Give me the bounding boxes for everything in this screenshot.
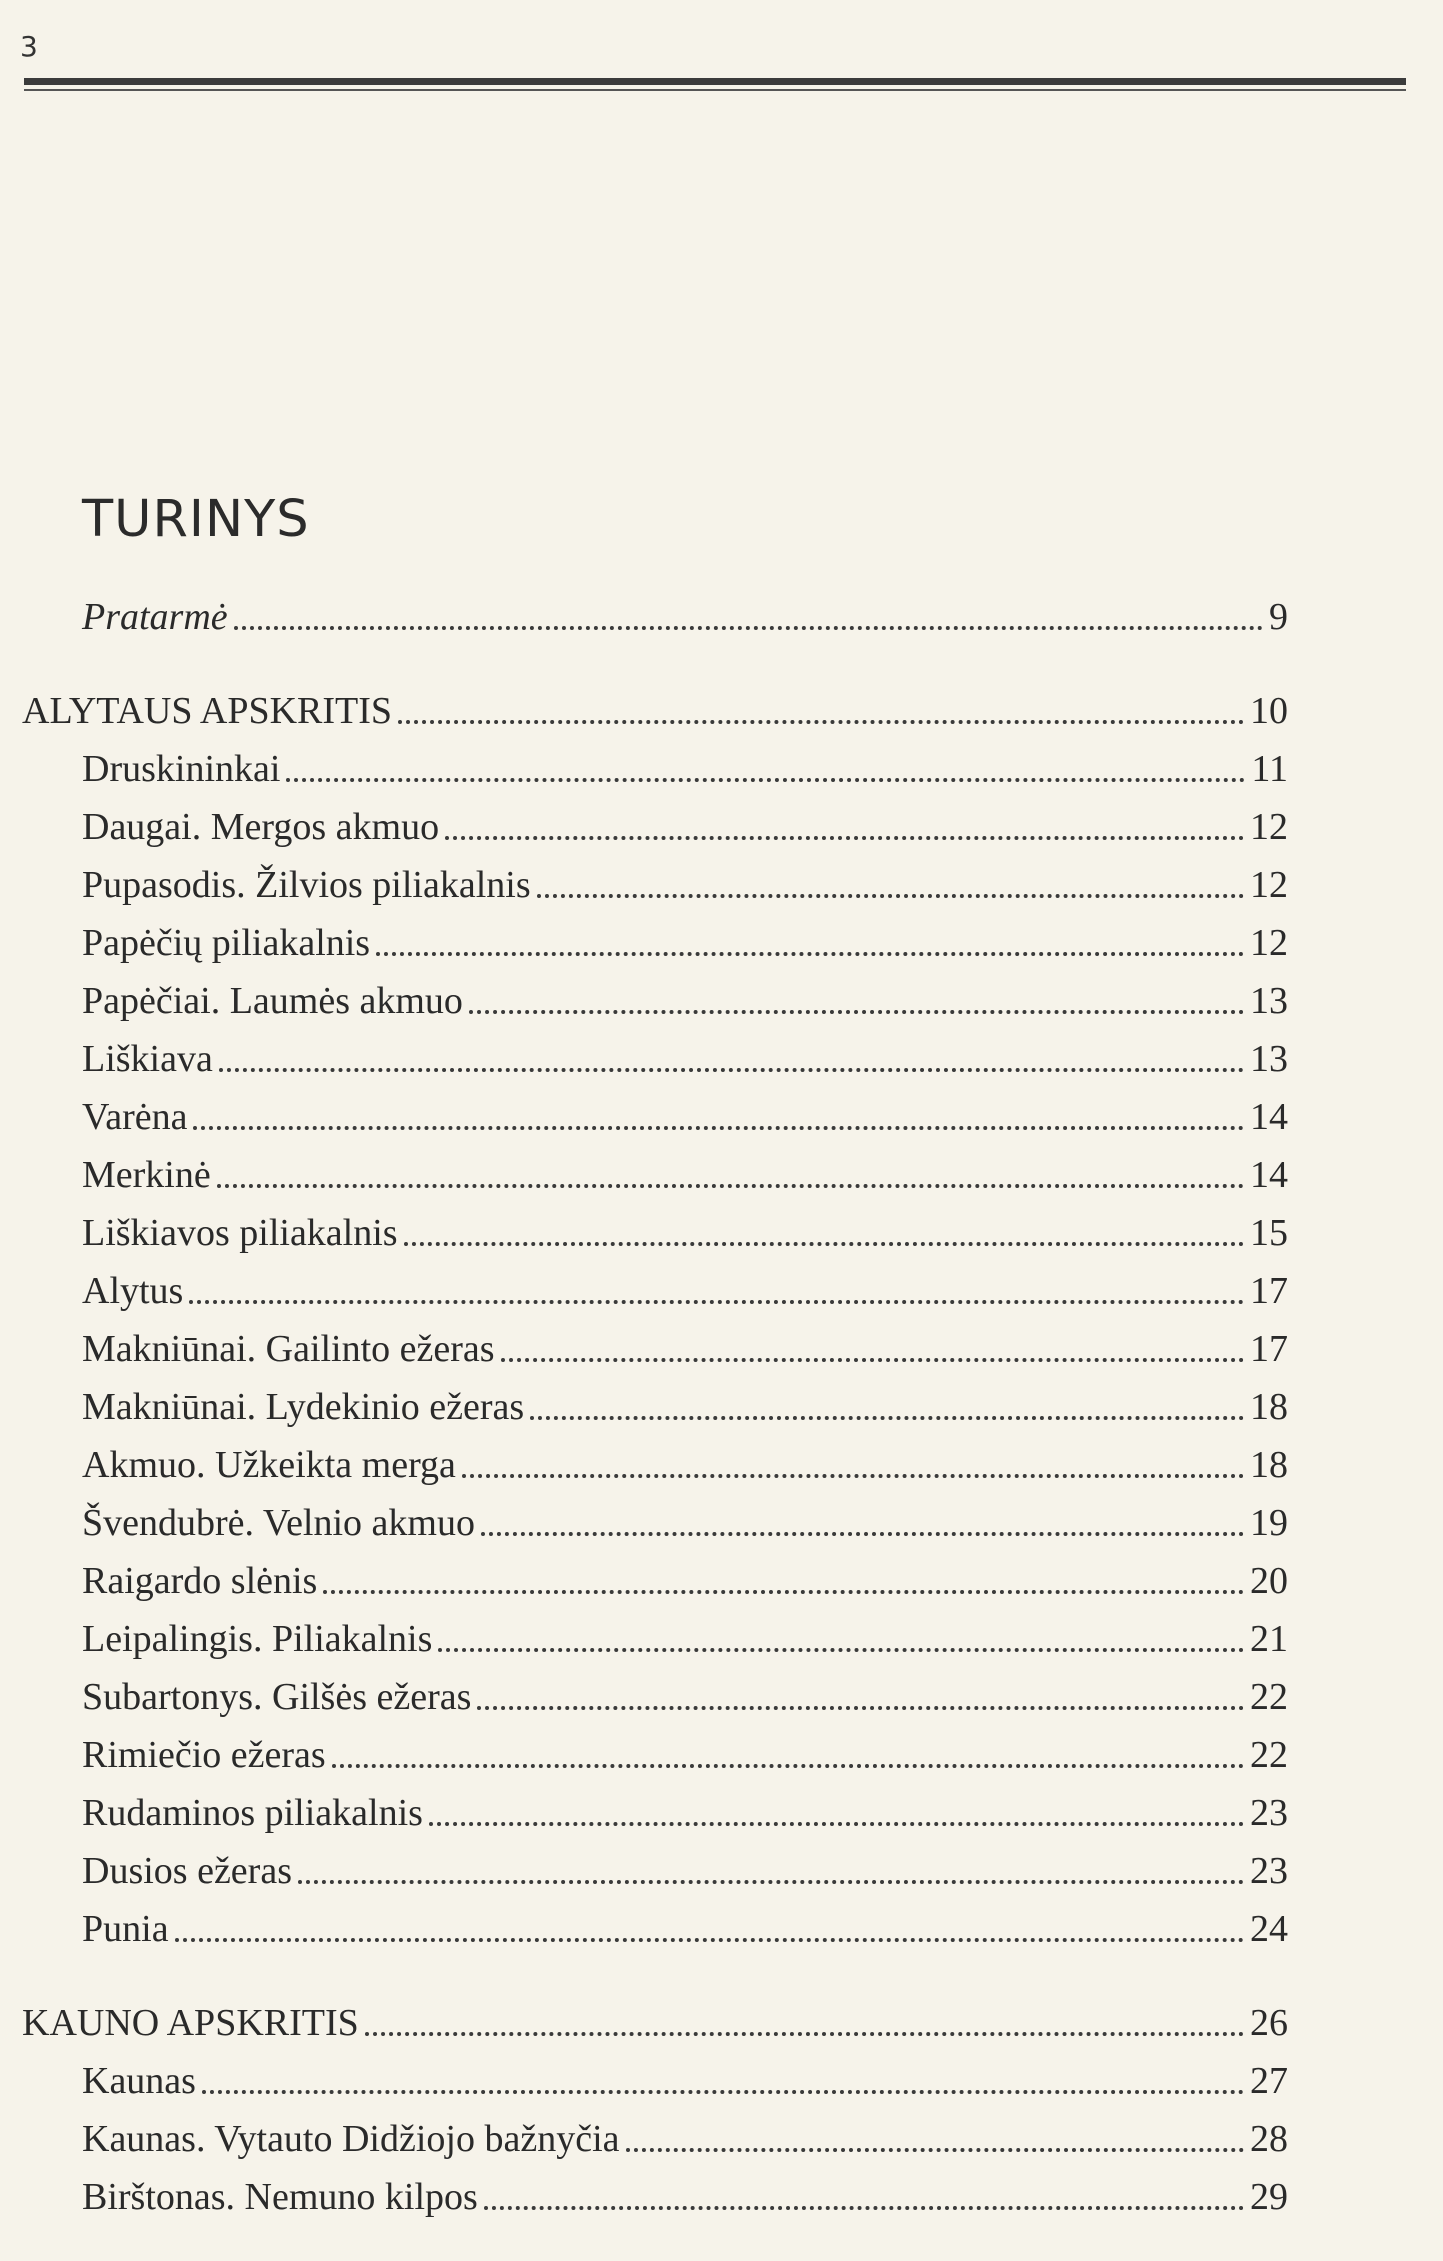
toc-leader-dots bbox=[481, 1532, 1244, 1536]
toc-leader-dots bbox=[404, 1242, 1244, 1246]
toc-entry-page: 12 bbox=[1250, 806, 1288, 848]
toc-title: TURINYS bbox=[82, 490, 310, 549]
toc-entry-page: 14 bbox=[1250, 1154, 1288, 1196]
toc-leader-dots bbox=[365, 2032, 1244, 2036]
toc-leader-dots bbox=[175, 1938, 1244, 1942]
toc-entry-page: 14 bbox=[1250, 1096, 1288, 1138]
toc-leader-dots bbox=[219, 1068, 1244, 1072]
toc-entry-label: Daugai. Mergos akmuo bbox=[82, 806, 440, 848]
toc-entry bbox=[82, 592, 1288, 642]
toc-entry-label: KAUNO APSKRITIS bbox=[22, 2002, 359, 2044]
toc-leader-dots bbox=[477, 1706, 1244, 1710]
toc-leader-dots bbox=[323, 1590, 1244, 1594]
toc-leader-dots bbox=[429, 1822, 1244, 1826]
toc-entry bbox=[82, 2172, 1288, 2222]
toc-leader-dots bbox=[376, 952, 1244, 956]
toc-leader-dots bbox=[626, 2148, 1245, 2152]
header-rule-thin bbox=[24, 89, 1406, 91]
toc-entry bbox=[82, 1382, 1288, 1432]
toc-entry-label: Pratarmė bbox=[82, 596, 228, 638]
toc-entry-page: 21 bbox=[1250, 1618, 1288, 1660]
toc-entry bbox=[82, 976, 1288, 1026]
toc-leader-dots bbox=[398, 720, 1244, 724]
toc-entry bbox=[82, 1092, 1288, 1142]
toc-leader-dots bbox=[286, 778, 1245, 782]
toc-entry-label: Makniūnai. Lydekinio ežeras bbox=[82, 1386, 525, 1428]
toc-leader-dots bbox=[438, 1648, 1244, 1652]
toc-leader-dots bbox=[298, 1880, 1244, 1884]
toc-entry-label: Varėna bbox=[82, 1096, 188, 1138]
toc-entry bbox=[82, 2114, 1288, 2164]
toc-entry-page: 22 bbox=[1250, 1734, 1288, 1776]
toc-entry-page: 10 bbox=[1250, 690, 1288, 732]
toc-leader-dots bbox=[189, 1300, 1244, 1304]
toc-entry-page: 13 bbox=[1250, 980, 1288, 1022]
toc-entry-page: 13 bbox=[1250, 1038, 1288, 1080]
toc-leader-dots bbox=[445, 836, 1244, 840]
toc-entry bbox=[82, 1556, 1288, 1606]
toc-entry bbox=[82, 1034, 1288, 1084]
toc-leader-dots bbox=[537, 894, 1244, 898]
toc-leader-dots bbox=[501, 1358, 1244, 1362]
toc-entry bbox=[82, 1498, 1288, 1548]
toc-entry-page: 26 bbox=[1250, 2002, 1288, 2044]
toc-entry-label: Raigardo slėnis bbox=[82, 1560, 318, 1602]
toc-entry bbox=[82, 1846, 1288, 1896]
toc-entry bbox=[82, 802, 1288, 852]
toc-entry-label: Liškiava bbox=[82, 1038, 213, 1080]
toc-entry-page: 28 bbox=[1250, 2118, 1288, 2160]
toc-entry-label: Kaunas bbox=[82, 2060, 196, 2102]
toc-entry-label: Kaunas. Vytauto Didžiojo bažnyčia bbox=[82, 2118, 620, 2160]
toc-entry bbox=[82, 744, 1288, 794]
toc-entry bbox=[82, 1150, 1288, 1200]
toc-entry bbox=[82, 1440, 1288, 1490]
toc-entry-page: 18 bbox=[1250, 1386, 1288, 1428]
toc-entry-label: ALYTAUS APSKRITIS bbox=[22, 690, 393, 732]
toc-entry-label: Punia bbox=[82, 1908, 169, 1950]
toc-entry-page: 23 bbox=[1250, 1792, 1288, 1834]
toc-entry-page: 19 bbox=[1250, 1502, 1288, 1544]
page-number: 3 bbox=[20, 30, 38, 63]
toc-section-heading bbox=[22, 1998, 1288, 2048]
toc-entry-page: 15 bbox=[1250, 1212, 1288, 1254]
toc-leader-dots bbox=[193, 1126, 1244, 1130]
toc-entry-page: 11 bbox=[1251, 748, 1288, 790]
toc-entry-label: Dusios ežeras bbox=[82, 1850, 292, 1892]
toc-entry-label: Pupasodis. Žilvios piliakalnis bbox=[82, 864, 531, 906]
toc-entry bbox=[82, 1904, 1288, 1954]
toc-entry-label: Alytus bbox=[82, 1270, 184, 1312]
toc-entry-page: 20 bbox=[1250, 1560, 1288, 1602]
toc-leader-dots bbox=[484, 2206, 1244, 2210]
toc-entry bbox=[82, 1614, 1288, 1664]
toc-entry-label: Akmuo. Užkeikta merga bbox=[82, 1444, 456, 1486]
toc-leader-dots bbox=[462, 1474, 1244, 1478]
toc-entry bbox=[82, 1208, 1288, 1258]
toc-entry-label: Papėčių piliakalnis bbox=[82, 922, 371, 964]
toc-leader-dots bbox=[530, 1416, 1244, 1420]
toc-leader-dots bbox=[469, 1010, 1244, 1014]
toc-entry bbox=[82, 1324, 1288, 1374]
toc-leader-dots bbox=[332, 1764, 1244, 1768]
toc-entry-page: 12 bbox=[1250, 864, 1288, 906]
toc-entry-label: Leipalingis. Piliakalnis bbox=[82, 1618, 433, 1660]
toc-entry-label: Papėčiai. Laumės akmuo bbox=[82, 980, 463, 1022]
toc-entry-page: 27 bbox=[1250, 2060, 1288, 2102]
toc-entry-page: 9 bbox=[1269, 596, 1288, 638]
toc-entry bbox=[82, 1266, 1288, 1316]
toc-entry bbox=[82, 1672, 1288, 1722]
toc-entry-label: Rimiečio ežeras bbox=[82, 1734, 326, 1776]
toc-entry-label: Birštonas. Nemuno kilpos bbox=[82, 2176, 478, 2218]
toc-entry-label: Druskininkai bbox=[82, 748, 281, 790]
toc-leader-dots bbox=[202, 2090, 1244, 2094]
toc-entry-page: 23 bbox=[1250, 1850, 1288, 1892]
toc-entry-label: Subartonys. Gilšės ežeras bbox=[82, 1676, 472, 1718]
toc-entry bbox=[82, 1730, 1288, 1780]
toc-entry-label: Liškiavos piliakalnis bbox=[82, 1212, 398, 1254]
toc-entry bbox=[82, 2056, 1288, 2106]
toc-entry-page: 22 bbox=[1250, 1676, 1288, 1718]
toc-entry-page: 17 bbox=[1250, 1270, 1288, 1312]
toc-entry-page: 29 bbox=[1250, 2176, 1288, 2218]
toc-entry-label: Merkinė bbox=[82, 1154, 211, 1196]
toc-entry-page: 12 bbox=[1250, 922, 1288, 964]
toc-entry bbox=[82, 860, 1288, 910]
toc-entry-label: Makniūnai. Gailinto ežeras bbox=[82, 1328, 495, 1370]
toc-entry-page: 18 bbox=[1250, 1444, 1288, 1486]
toc-entry bbox=[82, 1788, 1288, 1838]
toc-section-heading bbox=[22, 686, 1288, 736]
toc-entry-page: 24 bbox=[1250, 1908, 1288, 1950]
toc-leader-dots bbox=[217, 1184, 1244, 1188]
toc-entry-label: Švendubrė. Velnio akmuo bbox=[82, 1502, 475, 1544]
toc-leader-dots bbox=[234, 626, 1263, 630]
toc-entry-page: 17 bbox=[1250, 1328, 1288, 1370]
header-rule-thick bbox=[24, 78, 1406, 85]
toc-entry bbox=[82, 918, 1288, 968]
toc-entry-label: Rudaminos piliakalnis bbox=[82, 1792, 423, 1834]
